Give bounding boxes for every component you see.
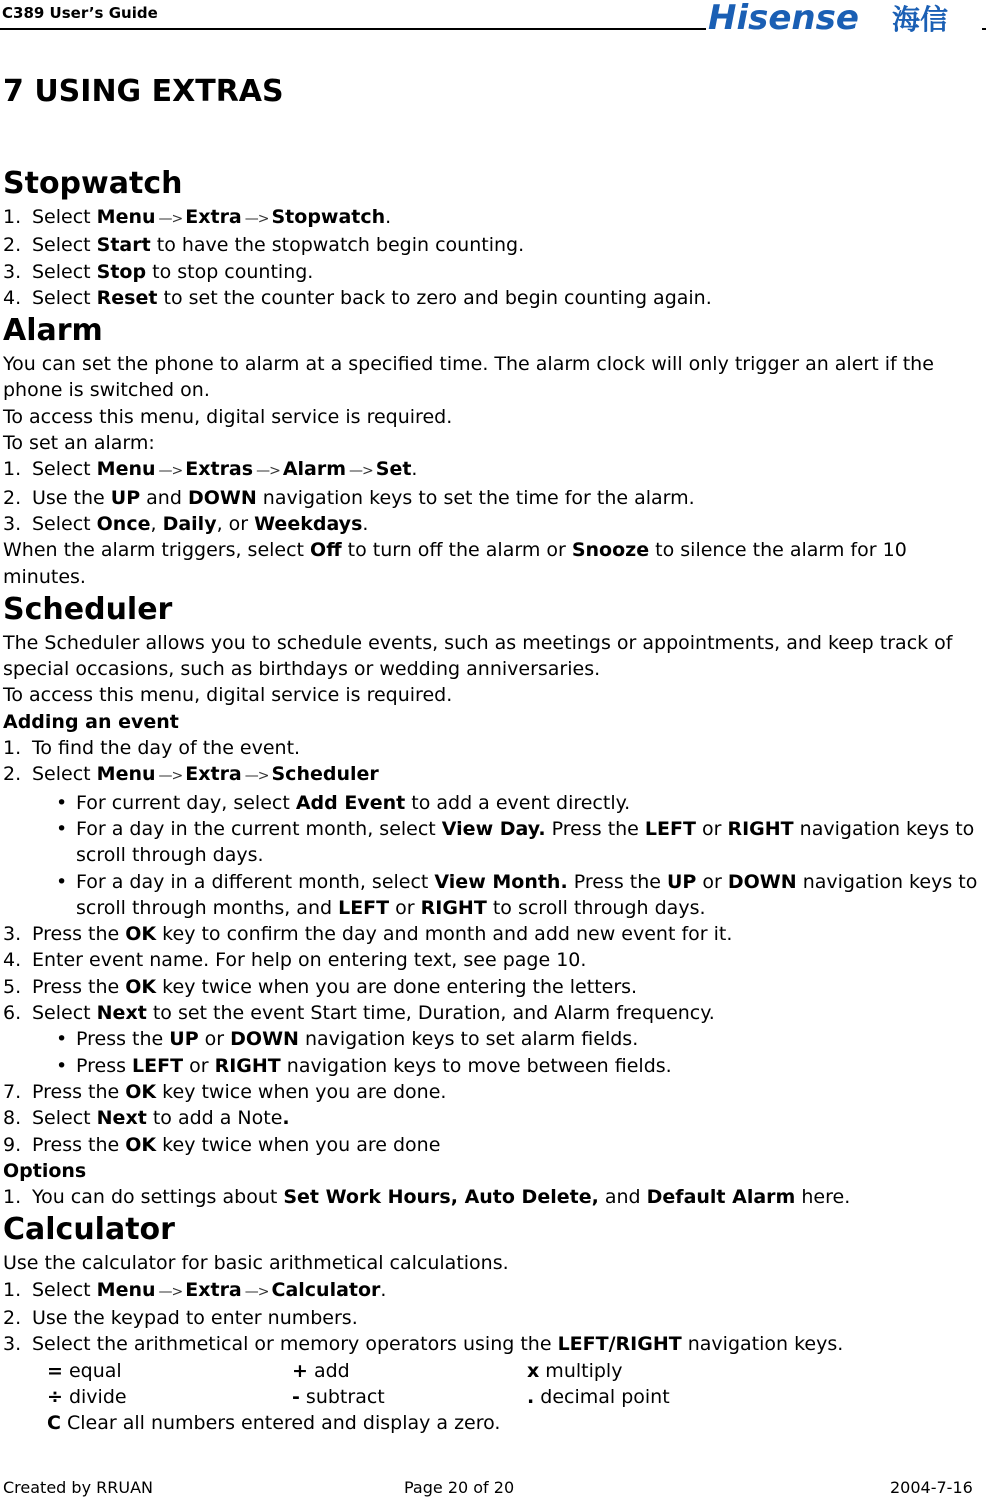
- bullet-item: • For a day in a different month, select View Month. Press the UP or DOWN navigation keys to scroll through months, and LEFT or RIGHT to scroll through days.: [56, 870, 978, 919]
- calculator-heading: Calculator: [3, 1212, 175, 1248]
- arrow-icon: —>: [158, 768, 183, 785]
- list-item: 2. Select Menu —> Extra —> Scheduler: [3, 763, 379, 786]
- options-heading: Options: [3, 1159, 87, 1182]
- list-item: 7. Press the OK key twice when you are done.: [3, 1080, 447, 1103]
- operators-row: [3, 1384, 983, 1410]
- bullet-icon: •: [56, 791, 68, 814]
- alarm-outro: When the alarm triggers, select Off to turn off the alarm or Snooze to silence the alarm for 10 minutes.: [3, 539, 907, 588]
- alarm-heading: Alarm: [3, 313, 103, 349]
- scheduler-intro: The Scheduler allows you to schedule events, such as meetings or appointments, and keep track of special occasions, such as birthdays or wedding anniversaries.: [3, 631, 953, 681]
- arrow-icon: —>: [158, 1283, 183, 1300]
- calculator-intro: Use the calculator for basic arithmetical calculations.: [3, 1252, 509, 1275]
- alarm-access-note: To access this menu, digital service is required.: [3, 405, 453, 428]
- alarm-set-lead: To set an alarm:: [3, 432, 155, 455]
- page-content: [3, 70, 983, 1436]
- list-item: 1. Select Menu —> Extra —> Calculator.: [3, 1278, 387, 1301]
- list-item: 3. Press the OK key to confirm the day and month and add new event for it.: [3, 923, 733, 946]
- list-item: 1. Select Menu —> Extras —> Alarm —> Set.: [3, 458, 418, 481]
- bullet-item: • For current day, select Add Event to add a event directly.: [3, 790, 983, 816]
- list-item: 3. Select Once, Daily, or Weekdays.: [3, 512, 369, 535]
- operator-add: + add: [292, 1359, 350, 1382]
- arrow-icon: —>: [256, 463, 280, 480]
- arrow-icon: —>: [158, 463, 183, 480]
- list-item: 4. Select Reset to set the counter back to zero and begin counting again.: [3, 286, 712, 309]
- scheduler-heading: Scheduler: [3, 591, 173, 627]
- list-item: 1. You can do settings about Set Work Hours, Auto Delete, and Default Alarm here.: [3, 1186, 851, 1209]
- list-item: 2. Use the UP and DOWN navigation keys to set the time for the alarm.: [3, 486, 695, 509]
- operator-multiply: x multiply: [527, 1359, 623, 1382]
- bullet-icon: •: [56, 1054, 68, 1077]
- bullet-item: • For a day in the current month, select View Day. Press the LEFT or RIGHT navigation keys to scroll through days.: [56, 817, 975, 867]
- footer-author: Created by RRUAN: [3, 1478, 153, 1497]
- footer-page-number: Page 20 of 20: [404, 1478, 515, 1497]
- stopwatch-heading: Stopwatch: [3, 166, 183, 201]
- bullet-item: • Press LEFT or RIGHT navigation keys to move between fields.: [3, 1053, 983, 1079]
- bullet-icon: •: [56, 870, 68, 893]
- clear-note: C Clear all numbers entered and display a zero.: [47, 1412, 501, 1435]
- arrow-icon: —>: [349, 463, 373, 480]
- chapter-title: 7 USING EXTRAS: [3, 74, 284, 109]
- arrow-icon: —>: [244, 768, 269, 785]
- hisense-logo: [706, 0, 982, 34]
- operator-subtract: - subtract: [292, 1385, 385, 1408]
- logo-wordmark: Hisense: [708, 0, 859, 34]
- operators-row: [3, 1358, 983, 1384]
- arrow-icon: —>: [158, 211, 183, 227]
- bullet-icon: •: [56, 1028, 68, 1051]
- page-header: [0, 0, 986, 34]
- operator-equal: = equal: [47, 1359, 122, 1382]
- list-item: 9. Press the OK key twice when you are done: [3, 1133, 441, 1156]
- list-item: 3. Select the arithmetical or memory operators using the LEFT/RIGHT navigation keys.: [3, 1333, 844, 1356]
- list-item: 2. Select Start to have the stopwatch begin counting.: [3, 234, 525, 257]
- footer-date: 2004-7-16: [890, 1478, 973, 1497]
- list-item: 1. To find the day of the event.: [3, 737, 301, 760]
- alarm-intro: You can set the phone to alarm at a specified time. The alarm clock will only trigger an alert if the phone is switched on.: [3, 353, 934, 402]
- logo-chinese: 海信: [892, 3, 949, 34]
- arrow-icon: —>: [244, 1283, 269, 1300]
- list-item: 1. Select Menu —> Extra —> Stopwatch.: [3, 206, 392, 228]
- bullet-item: • Press the UP or DOWN navigation keys to set alarm fields.: [3, 1026, 983, 1052]
- adding-event-heading: Adding an event: [3, 710, 179, 733]
- list-item: 3. Select Stop to stop counting.: [3, 260, 314, 283]
- list-item: 4. Enter event name. For help on entering text, see page 10.: [3, 949, 587, 972]
- operator-divide: ÷ divide: [47, 1385, 127, 1408]
- list-item: 5. Press the OK key twice when you are done entering the letters.: [3, 975, 638, 998]
- list-item: 2. Use the keypad to enter numbers.: [3, 1306, 358, 1329]
- bullet-icon: •: [56, 817, 68, 840]
- list-item: 6. Select Next to set the event Start time, Duration, and Alarm frequency.: [3, 1002, 715, 1025]
- list-item: 8. Select Next to add a Note.: [3, 1107, 290, 1130]
- scheduler-access-note: To access this menu, digital service is required.: [3, 684, 453, 707]
- arrow-icon: —>: [244, 211, 269, 227]
- operator-decimal: . decimal point: [527, 1385, 670, 1408]
- header-title: C389 User’s Guide: [2, 4, 158, 22]
